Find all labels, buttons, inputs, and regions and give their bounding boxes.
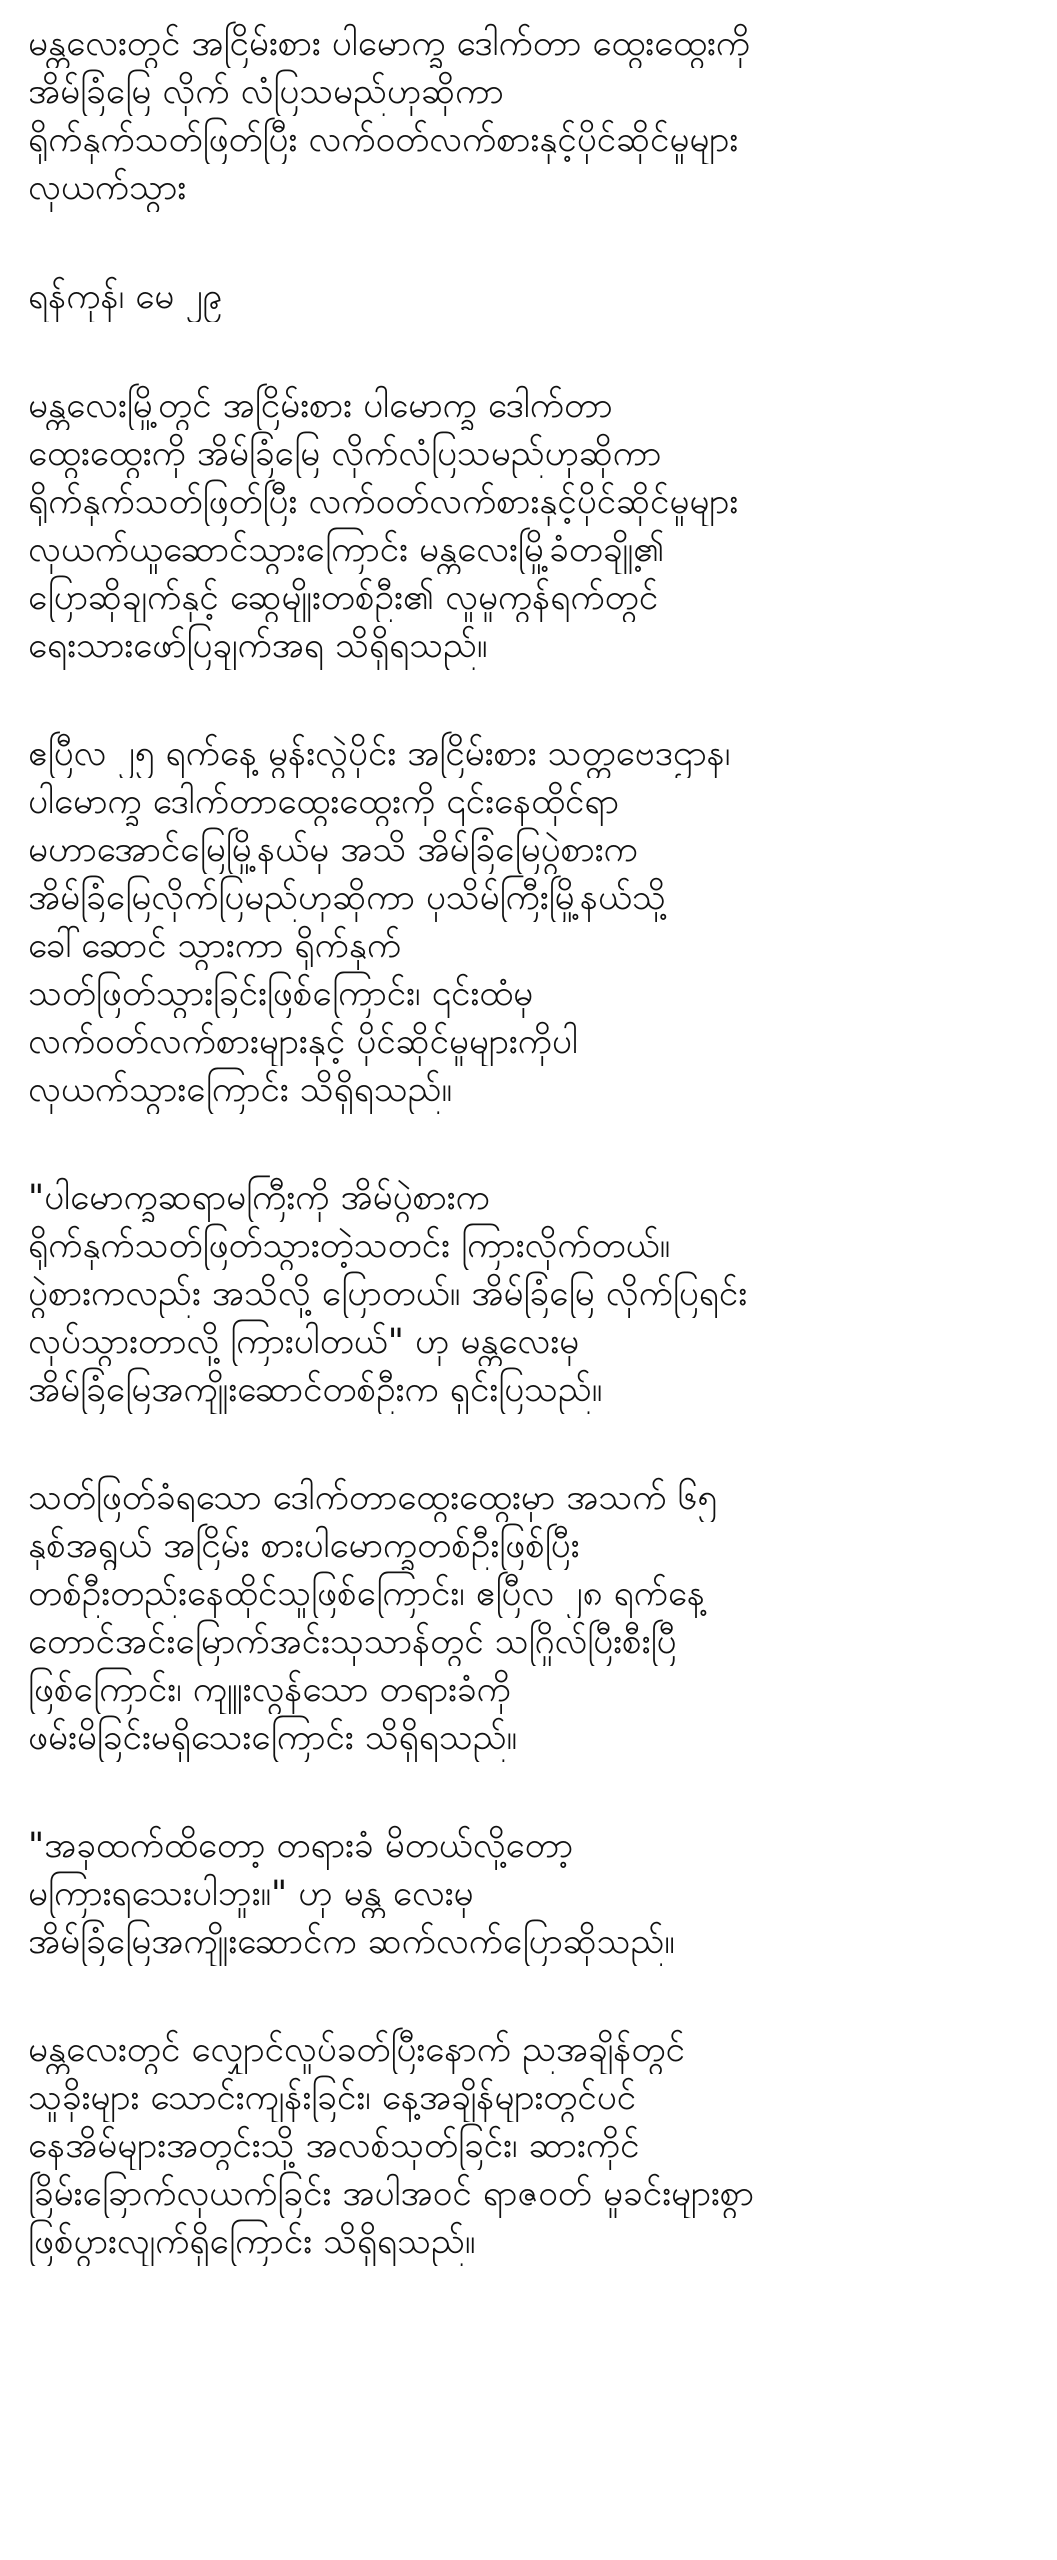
paragraph-line: လုယက်ယူဆောင်သွားကြောင်း မန္တလေးမြို့ခံတချို့၏ (28, 530, 665, 570)
paragraph-line: ပွဲစားကလည်း အသိလို့ ပြောတယ်။ အိမ်ခြံမြေ လိုက်ပြရင်း (28, 1274, 748, 1314)
paragraph-line: တစ်ဦးတည်းနေထိုင်သူဖြစ်ကြောင်း၊ ဧပြီလ ၂၈ ရက်နေ့ (28, 1574, 706, 1614)
paragraph-line: "ပါမောက္ခဆရာမကြီးကို အိမ်ပွဲစားက (28, 1178, 490, 1218)
paragraph-line: ပါမောက္ခ ဒေါက်တာထွေးထွေးကို ၎င်းနေထိုင်ရာ (28, 782, 619, 822)
paragraph-line: ဖြစ်ပွားလျက်ရှိကြောင်း သိရှိရသည်။ (28, 2222, 476, 2262)
headline-line: အိမ်ခြံမြေ လိုက် လံပြသမည်ဟုဆိုကာ (28, 72, 504, 112)
paragraph-line: မန္တလေးတွင် လျှောင်လှုပ်ခတ်ပြီးနောက် ညအချိန်တွင် (28, 2030, 685, 2070)
paragraph-line: အိမ်ခြံမြေလိုက်ပြမည်ဟုဆိုကာ ပုသိမ်ကြီးမြို့နယ်သို့ (28, 878, 666, 918)
paragraph-line: ရေးသားဖော်ပြချက်အရ သိရှိရသည်။ (28, 626, 488, 666)
paragraph-line: နေအိမ်များအတွင်းသို့ အလစ်သုတ်ခြင်း၊ ဆားကိုင် (28, 2126, 640, 2166)
paragraph-line: မကြားရသေးပါဘူး။" ဟု မန္တ လေးမှ (28, 1874, 474, 1914)
paragraph-line: သူခိုးများ သောင်းကျန်းခြင်း၊ နေ့အချိန်များတွင်ပင် (28, 2078, 637, 2118)
paragraph-6 (28, 2026, 1038, 2266)
paragraph-line: မန္တလေးမြို့တွင် အငြိမ်းစား ပါမောက္ခ ဒေါက်တာ (28, 386, 613, 426)
paragraph-line: ဖြစ်ကြောင်း၊ ကျူးလွန်သော တရားခံကို (28, 1670, 511, 1710)
paragraph-gap (28, 1414, 1038, 1474)
paragraph-line: တောင်အင်းမြောက်အင်းသုသာန်တွင် သဂြိုလ်ပြီးစီးပြီ (28, 1622, 677, 1662)
paragraph-5 (28, 1822, 1038, 1966)
paragraph-2 (28, 730, 1038, 1114)
paragraph-line: လုယက်သွားကြောင်း သိရှိရသည်။ (28, 1070, 453, 1110)
paragraph-4 (28, 1474, 1038, 1762)
paragraph-line: အိမ်ခြံမြေအကျိုးဆောင်က ဆက်လက်ပြောဆိုသည်။ (28, 1922, 675, 1962)
paragraph-gap (28, 670, 1038, 730)
paragraph-gap (28, 1762, 1038, 1822)
paragraph-line: ရိုက်နှက်သတ်ဖြတ်သွားတဲ့သတင်း ကြားလိုက်တယ်။ (28, 1226, 671, 1266)
paragraph-gap (28, 322, 1038, 382)
paragraph-line: မဟာအောင်မြေမြို့နယ်မှ အသိ အိမ်ခြံမြေပွဲစားက (28, 830, 638, 870)
paragraph-line: ဧပြီလ ၂၅ ရက်နေ့ မွန်းလွဲပိုင်း အငြိမ်းစား သတ္တဗေဒဌာန၊ (28, 734, 731, 774)
paragraph-line: လုပ်သွားတာလို့ ကြားပါတယ်" ဟု မန္တလေးမှ (28, 1322, 580, 1362)
paragraph-line: အိမ်ခြံမြေအကျိုးဆောင်တစ်ဦးက ရှင်းပြသည်။ (28, 1370, 603, 1410)
headline-line: ရိုက်နှက်သတ်ဖြတ်ပြီး လက်ဝတ်လက်စားနှင့်ပိုင်ဆိုင်မှုများ (28, 120, 739, 160)
paragraph-line: "အခုထက်ထိတော့ တရားခံ မိတယ်လို့တော့ (28, 1826, 574, 1866)
paragraph-line: ထွေးထွေးကို အိမ်ခြံမြေ လိုက်လံပြသမည်ဟုဆိုကာ (28, 434, 662, 474)
paragraph-line: လက်ဝတ်လက်စားများနှင့် ပိုင်ဆိုင်မှုများကိုပါ (28, 1022, 578, 1062)
paragraph-line: နှစ်အရွယ် အငြိမ်း စားပါမောက္ခတစ်ဦးဖြစ်ပြီး (28, 1526, 580, 1566)
paragraph-gap (28, 1966, 1038, 2026)
dateline: ရန်ကုန်၊ မေ ၂၉ (28, 277, 223, 317)
headline (28, 20, 1038, 212)
paragraph-line: ပြောဆိုချက်နှင့် ဆွေမျိုးတစ်ဦး၏ လူမှုကွန်ရက်တွင် (28, 578, 659, 618)
paragraph-gap (28, 1114, 1038, 1174)
headline-line: မန္တလေးတွင် အငြိမ်းစား ပါမောက္ခ ဒေါက်တာ ထွေးထွေးကို (28, 24, 751, 64)
article-body (28, 20, 1038, 2550)
paragraph-line: ခေါ်ဆောင် သွားကာ ရိုက်နှက် (28, 926, 402, 966)
paragraph-1 (28, 382, 1038, 670)
paragraph-line: သတ်ဖြတ်သွားခြင်းဖြစ်ကြောင်း၊ ၎င်းထံမှ (28, 974, 534, 1014)
paragraph-gap (28, 212, 1038, 272)
paragraph-line: ခြိမ်းခြောက်လုယက်ခြင်း အပါအဝင် ရာဇဝတ် မှုခင်းများစွာ (28, 2174, 754, 2214)
paragraph-line: သတ်ဖြတ်ခံရသော ဒေါက်တာထွေးထွေးမှာ အသက် ၆၅ (28, 1478, 717, 1518)
paragraph-line: ဖမ်းမိခြင်းမရှိသေးကြောင်း သိရှိရသည်။ (28, 1718, 518, 1758)
paragraph-line: ရိုက်နှက်သတ်ဖြတ်ပြီး လက်ဝတ်လက်စားနှင့်ပိုင်ဆိုင်မှုများ (28, 482, 739, 522)
paragraph-3 (28, 1174, 1038, 1414)
headline-line: လုယက်သွား (28, 168, 187, 208)
